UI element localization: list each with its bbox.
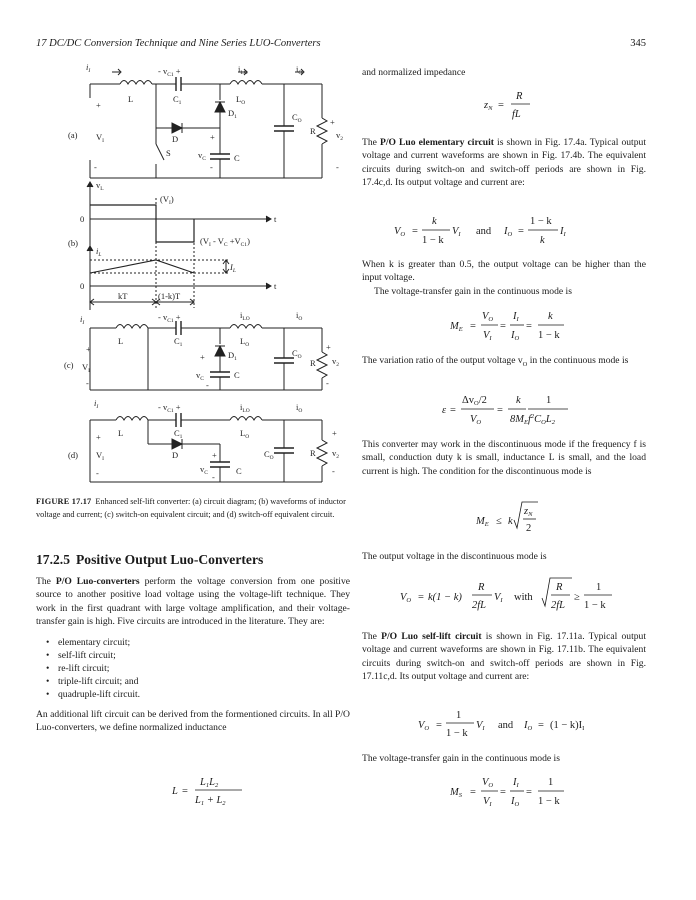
- svg-text:=: =: [500, 321, 506, 332]
- svg-text:VO: VO: [418, 720, 430, 732]
- svg-text:=: =: [182, 786, 188, 797]
- circuit-c: [64, 310, 339, 390]
- label-CO-c: $C_O$: [292, 348, 302, 360]
- svg-text:1: 1: [548, 777, 554, 788]
- label-iL: $i_L$: [96, 246, 102, 258]
- label-R: R: [310, 126, 316, 136]
- circuit-list: [50, 636, 350, 702]
- svg-text:(1 − k)II: (1 − k)II: [550, 720, 585, 732]
- elementary-circuit-paragraph: The P/O Luo elementary circuit is shown in Fig. 17.4a. Typical output voltage and current waveforms are shown in Fig. 17.4b. The equivalent circuits during switch-on and switch-off periods are shown in Fig. 17.4c,d. Its output voltage and current are:: [362, 137, 646, 189]
- chapter-title: 17 DC/DC Conversion Technique and Nine Series LUO-Converters: [36, 38, 321, 49]
- label-zero-top: 0: [80, 214, 85, 224]
- svg-text:and: and: [498, 720, 514, 731]
- svg-text:=: =: [412, 226, 418, 237]
- label-vC-d: $v_C$: [200, 464, 208, 476]
- panel-label-a: (a): [68, 130, 78, 140]
- svg-text:=: =: [470, 321, 476, 332]
- equation-normalized-impedance: [484, 88, 544, 125]
- svg-text:IO: IO: [511, 330, 520, 342]
- section-heading: [36, 552, 263, 568]
- list-item: • self-lift circuit;: [50, 649, 350, 662]
- svg-text:and: and: [476, 226, 492, 237]
- svg-text:=: =: [436, 720, 442, 731]
- label-LO-c: $L_O$: [240, 336, 250, 348]
- label-delta-IL: $I_L$: [230, 262, 236, 274]
- label-C1-c: $C_1$: [174, 336, 183, 348]
- svg-text:ε: ε: [442, 405, 447, 416]
- normalized-impedance-text: and normalized impedance: [362, 67, 466, 78]
- svg-text:MS: MS: [450, 787, 462, 799]
- label-vc1-d: - $v_{C1}$ +: [158, 402, 181, 414]
- label-minus-out-c: -: [326, 378, 329, 388]
- label-V2-c: $v_2$: [332, 356, 339, 368]
- svg-text:VO: VO: [470, 414, 482, 426]
- svg-text:II: II: [560, 226, 566, 238]
- label-L: L: [128, 94, 134, 104]
- label-R-d: R: [310, 448, 316, 458]
- label-minus-c-d: -: [212, 472, 215, 482]
- self-lift-paragraph: The P/O Luo self-lift circuit is shown in Fig. 17.11a. Typical output voltage and current waveforms are shown in Fig. 17.11b. The equivalent circuits during switch-on and switch-off periods are shown in Fig. 17.11c,d. Its output voltage and current are:: [362, 631, 646, 683]
- section-number: 17.2.5: [36, 552, 70, 567]
- inductor-L: [120, 81, 152, 85]
- svg-text:=: =: [518, 226, 524, 237]
- label-vc1: - $v_{C1}$ +: [158, 66, 181, 78]
- svg-text:≥: ≥: [574, 592, 580, 603]
- svg-text:II: II: [513, 777, 519, 789]
- svg-text:1: 1: [546, 395, 552, 406]
- svg-text:VI: VI: [483, 330, 492, 342]
- label-V2-d: $v_2$: [332, 448, 339, 460]
- label-iI: $i_I$: [86, 62, 91, 74]
- svg-text:zN: zN: [484, 100, 493, 112]
- label-D: D: [172, 134, 179, 144]
- label-t-bottom: t: [274, 281, 277, 291]
- section-title: Positive Output Luo-Converters: [75, 552, 264, 567]
- label-iLO: $i_{LO}$: [238, 64, 248, 76]
- label-C1-d: $C_1$: [174, 428, 183, 440]
- equation-discontinuous-voltage: [400, 576, 630, 619]
- label-minus-in-d: -: [96, 468, 99, 478]
- figure-17-17: [60, 60, 360, 490]
- label-VI-level: $(V_I)$: [160, 194, 174, 206]
- label-VI: $V_I$: [96, 132, 104, 144]
- equation-discontinuous-condition: [476, 500, 556, 541]
- label-LO-d: $L_O$: [240, 428, 250, 440]
- label-C1: $C_1$: [173, 94, 182, 106]
- term-self-lift: P/O Luo self-lift circuit: [381, 631, 482, 642]
- list-item: • re-lift circuit;: [50, 662, 350, 675]
- label-iLO-d: $i_{LO}$: [240, 402, 250, 414]
- label-V2: $v_2$: [336, 130, 343, 142]
- label-L-c: L: [118, 336, 124, 346]
- svg-text:L: L: [172, 786, 178, 797]
- svg-text:≤: ≤: [496, 516, 502, 527]
- waveforms-b: [68, 180, 277, 310]
- term-po-luo: P/O Luo-converters: [55, 576, 140, 587]
- normalized-inductance-paragraph: An additional lift circuit can be derived from the formentioned circuits. In all P/O Luo-converters, we define normalized inductance: [36, 708, 350, 734]
- label-minus-in-c: -: [86, 378, 89, 388]
- term-elementary: P/O Luo elementary circuit: [379, 137, 494, 148]
- page-number: 345: [630, 38, 646, 49]
- svg-text:k: k: [508, 516, 513, 527]
- label-t-top: t: [274, 214, 277, 224]
- svg-text:2: 2: [526, 523, 532, 534]
- list-item: • triple-lift circuit; and: [50, 675, 350, 688]
- label-kT: kT: [118, 291, 128, 301]
- svg-text:VI: VI: [494, 592, 503, 604]
- svg-text:1: 1: [456, 710, 462, 721]
- svg-text:k: k: [516, 395, 521, 406]
- svg-text:1 − k: 1 − k: [422, 235, 444, 246]
- circuit-a: [68, 62, 343, 178]
- svg-text:=: =: [538, 720, 544, 731]
- svg-text:II: II: [513, 311, 519, 323]
- label-iO: $i_O$: [296, 64, 303, 76]
- intro-paragraph: The P/O Luo-converters perform the voltage conversion from one positive source to another positive load voltage using the voltage-lift technique. They work in the first quadrant with large voltage amplification, and their voltage-transfer gain is high. Five circuits are introduced in the literature. They are:: [36, 576, 350, 628]
- svg-text:1 − k: 1 − k: [584, 600, 606, 611]
- label-vC: $v_C$: [198, 150, 206, 162]
- label-iI-d: $i_I$: [94, 398, 99, 410]
- svg-text:=: =: [450, 405, 456, 416]
- iL-waveform: [90, 260, 194, 273]
- label-CO-d: $C_O$: [264, 449, 274, 461]
- svg-text:zN: zN: [524, 506, 533, 518]
- label-D1-c: $D_1$: [228, 350, 237, 362]
- label-plus-c: +: [210, 132, 215, 142]
- label-minus-c2: -: [206, 380, 209, 390]
- label-CO: $C_O$: [292, 112, 302, 124]
- label-LO: $L_O$: [236, 94, 246, 106]
- label-vC-c: $v_C$: [196, 370, 204, 382]
- left-column-text: [36, 575, 350, 734]
- running-head: [36, 38, 646, 49]
- label-minus-out-d: -: [332, 466, 335, 476]
- label-R-c: R: [310, 358, 316, 368]
- panel-label-c: (c): [64, 360, 74, 370]
- svg-text:ME: ME: [476, 516, 489, 528]
- label-minus-c: -: [210, 162, 213, 172]
- equation-voltage-transfer-gain: [450, 306, 580, 349]
- svg-text:k: k: [540, 235, 545, 246]
- svg-text:IO: IO: [504, 226, 513, 238]
- label-C: C: [234, 153, 240, 163]
- svg-text:R: R: [478, 582, 485, 593]
- caption-label: FIGURE 17.17: [36, 497, 92, 506]
- svg-text:k(1 − k): k(1 − k): [428, 592, 462, 603]
- label-VI-d: $V_I$: [96, 450, 104, 462]
- svg-text:=: =: [526, 321, 532, 332]
- svg-text:1 − k: 1 − k: [446, 728, 468, 739]
- svg-text:=: =: [418, 592, 424, 603]
- label-minus-out: -: [336, 162, 339, 172]
- svg-text:k: k: [548, 311, 553, 322]
- equation-output-voltage-current: [394, 212, 624, 251]
- label-neg-level: $(V_I - V_C +V_{C1})$: [200, 236, 250, 248]
- svg-text:1 − k: 1 − k: [538, 330, 560, 341]
- svg-text:ΔvO/2: ΔvO/2: [462, 395, 487, 407]
- label-iI-c: $i_I$: [80, 314, 85, 326]
- resistor-R: [317, 118, 327, 144]
- label-plus-in: +: [96, 100, 101, 110]
- svg-text:L1L2: L1L2: [200, 777, 219, 789]
- label-C-c: C: [234, 370, 240, 380]
- panel-label-d: (d): [68, 450, 78, 460]
- svg-text:=: =: [526, 787, 532, 798]
- svg-text:1 − k: 1 − k: [538, 796, 560, 807]
- circuit-d: [68, 398, 339, 482]
- svg-text:L1 + L2: L1 + L2: [195, 795, 226, 807]
- label-S: S: [166, 148, 171, 158]
- list-item: • quadruple-lift circuit.: [50, 688, 350, 701]
- svg-text:VI: VI: [476, 720, 485, 732]
- equation-self-lift-output: [418, 704, 618, 747]
- label-zero-bottom: 0: [80, 281, 85, 291]
- label-1mkT: (1-k)T: [158, 291, 181, 301]
- svg-text:k: k: [432, 216, 437, 227]
- inductor-LO: [230, 81, 262, 85]
- label-plus-c2: +: [200, 352, 205, 362]
- label-iLO-c: $i_{LO}$: [240, 310, 250, 322]
- label-vL: $v_L$: [96, 180, 104, 192]
- svg-text:1 − k: 1 − k: [530, 216, 552, 227]
- svg-text:IO: IO: [524, 720, 533, 732]
- svg-text:IO: IO: [511, 796, 520, 808]
- self-lift-gain-text: The voltage-transfer gain in the continuous mode is: [362, 753, 560, 764]
- label-iO-d: $i_O$: [296, 402, 303, 414]
- label-iO-c: $i_O$: [296, 310, 303, 322]
- label-minus-in: -: [94, 162, 97, 172]
- svg-text:VI: VI: [452, 226, 461, 238]
- svg-text:fL: fL: [512, 109, 521, 120]
- panel-label-b: (b): [68, 238, 78, 248]
- svg-text:VI: VI: [483, 796, 492, 808]
- svg-text:R: R: [556, 582, 563, 593]
- caption-text: Enhanced self-lift converter: (a) circuit diagram; (b) waveforms of inductor voltage and current; (c) switch-on equivalent circuit; and (d) switch-off equivalent circuit.: [36, 497, 346, 519]
- svg-text:2fL: 2fL: [472, 600, 487, 611]
- label-plus-c-d: +: [212, 450, 217, 460]
- label-plus-in-d: +: [96, 432, 101, 442]
- svg-text:=: =: [500, 787, 506, 798]
- equation-self-lift-gain: [450, 772, 580, 815]
- label-vc1-c: - $v_{C1}$ +: [158, 312, 181, 324]
- label-plus-out-c: +: [326, 342, 331, 352]
- equation-normalized-inductance: [170, 772, 280, 811]
- svg-text:VO: VO: [394, 226, 406, 238]
- output-voltage-discontinuous-text: The output voltage in the discontinuous mode is: [362, 551, 547, 562]
- label-D1: $D_1$: [228, 108, 237, 120]
- svg-text:VO: VO: [482, 311, 494, 323]
- svg-text:=: =: [497, 405, 503, 416]
- variation-ratio-paragraph: The variation ratio of the output voltage $v_O$ in the continuous mode is: [362, 355, 629, 368]
- svg-text:2fL: 2fL: [551, 600, 566, 611]
- svg-text:=: =: [498, 100, 504, 111]
- svg-text:=: =: [470, 787, 476, 798]
- label-D-d: D: [172, 450, 179, 460]
- list-item: • elementary circuit;: [50, 636, 350, 649]
- svg-text:with: with: [514, 592, 533, 603]
- discontinuous-paragraph: This converter may work in the discontinuous mode if the frequency f is small, conduction duty k is small, inductance L is small, and the load current is high. The condition for the discontinuous mode is: [362, 439, 646, 477]
- label-VI-c: $V_I$: [82, 362, 90, 374]
- vL-waveform: [90, 205, 194, 242]
- label-plus-out-d: +: [332, 428, 337, 438]
- label-plus-in-c: +: [86, 344, 91, 354]
- svg-text:1: 1: [596, 582, 602, 593]
- k-greater-paragraph: When k is greater than 0.5, the output voltage can be higher than the input voltage. The voltage-transfer gain in the continuous mode is: [362, 259, 646, 297]
- svg-text:ME: ME: [450, 321, 463, 333]
- svg-text:8MEf2COL2: 8MEf$^2$COL2: [510, 413, 555, 426]
- label-C-d: C: [236, 466, 242, 476]
- equation-variation-ratio: [442, 390, 572, 433]
- label-plus-out: +: [330, 117, 335, 127]
- svg-text:VO: VO: [482, 777, 494, 789]
- figure-caption: [36, 496, 350, 521]
- label-L-d: L: [118, 428, 124, 438]
- svg-text:R: R: [516, 91, 523, 102]
- svg-text:VO: VO: [400, 592, 412, 604]
